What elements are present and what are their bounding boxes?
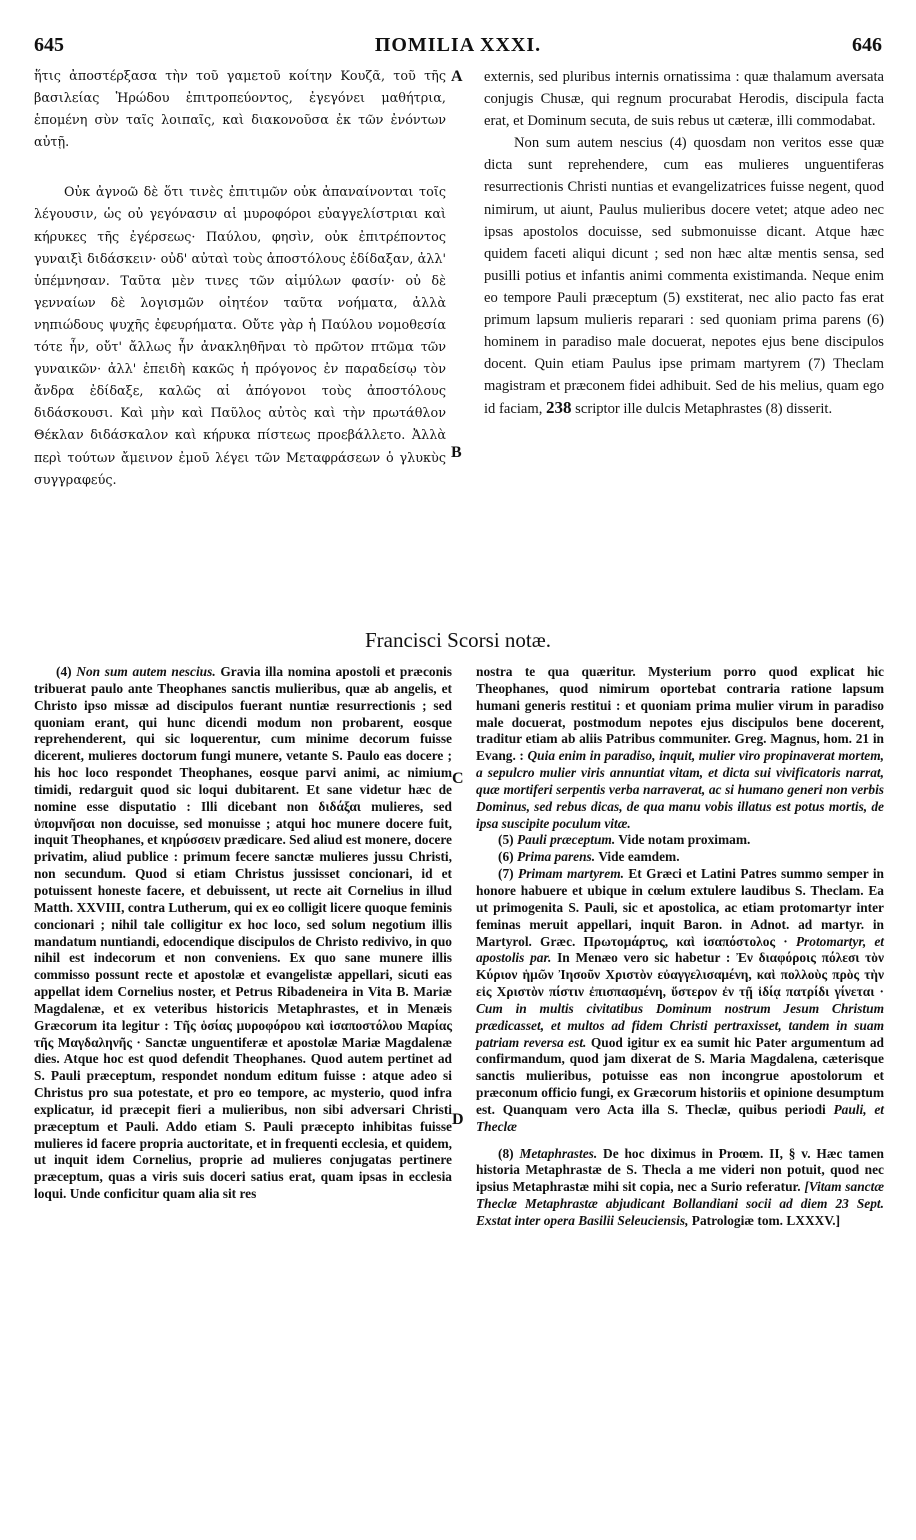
note-8-bracket: [Vitam sanctæ Theclæ Metaphrastæ abjudicant Bollandiani socii ad diem 23 Sept. Exstat inter opera Basilii Seleuciensis, (476, 1179, 884, 1228)
note-6-lemma: Prima parens. (516, 849, 596, 865)
greek-column (34, 66, 446, 492)
note-7-quote-1: Protomartyr, et apostolis par. (476, 933, 884, 966)
note-6-text: Vide eamdem. (598, 849, 680, 865)
note-4 (34, 664, 452, 1203)
running-title: ΠΟΜΙLIA XXXI. (374, 34, 542, 56)
note-7-label: (7) (498, 866, 514, 882)
note-4-continuation (476, 664, 884, 832)
migne-page-number: 238 (546, 398, 572, 418)
latin-paragraph-2 (484, 132, 884, 420)
margin-marker-d: D (452, 1111, 464, 1128)
note-8-text: De hoc diximus in Proœm. II, § v. Hæc tamen historia Metaphrastæ de S. Thecla a me videri non potuit, quod nec ipsius Metaphrastæ mihi sit copia, nec a Surio referatur. (476, 1145, 884, 1195)
note-4-text: Gravia illa nomina apostoli et præconis tribuerat paulo ante Theophanes sanctis mulieribus, quæ ab angelis, et Christo ipso missæ ad discipulos fuerant nuntiæ resurrectionis ; sed quoniam erant, qui hunc dicendi modum non probarent, eosque reprehenderent, qui sic loquerentur, cum minime decorum fuisse dicerent, mulieres doctorum fungi munere, vetante S. Paulo eas docere ; his hoc loco respondet Theophanes, eosque parvi animi, ac nimium timidi, redarguit quod sic loqui dubitarent. Et sane videtur hæc de nomine esse disputatio : Illi dicebant non διδάξαι mulieres, sed ὑπομνῆσαι non docuisse, sed monuisse ; atqui hoc munere docere fuit, inquit Theophanes, et κηρύσσειν prædicare. Sed aliud est monere, docere privatim, aliud publice : primum fecere sanctæ mulieres jussu Christi, non secundum. Quod si etiam Christus jussisset concionari, id et potuissent honeste facere, et debuissent, ut recte ait Cornelius in illud Matth. XXVIII, contra Lutherum, qui ex eo colligit licere quoque feminis concionari ; nihil tale colligitur ex hoc loco, sed solum negotium illis mandatum nuntiandi, edocendique discipulos de Christo redivivo, in quo nihil est indecorum et non conveniens. Ex quo sane munere illis commisso possunt recte et apostolæ et evangelistæ appellari, sicuti eas appellat idem Cornelius noster, et Petrus Ribadeneira in Vita B. Mariæ Magdalenæ, et ex veteribus historicis Metaphrastes, et in Menæis Græcorum ita legitur : Τῆς ὁσίας μυροφόρου καὶ ἰσαποστόλου Μαρίας τῆς Μαγδαληνῆς · Sanctæ unguentiferæ et apostolæ Mariæ Magdalenæ dies. Atque hoc est quod defendit Theophanes. Quod autem pertinet ad S. Pauli præceptum, respondet nondum editum fuisse : atque adeo si Christus pro sua potestate, et pro eo tempore, ac mysterio, quod infra explicatur, id præcepit fieri a mulieribus, non sibi adversari Christi præceptum et Pauli. Addo etiam S. Pauli præcepto inhibitas fuisse mulieres id facere propria auctoritate, et in frequenti ecclesia, et quidem, ut inquit idem Cornelius, proprie ad mulieres conjugatas pertinere præceptum, quas a viris suis doceri satius erat, quam ipsas in ecclesia loqui. Unde conficitur quam alia sit res (34, 664, 452, 1202)
latin-paragraph-1: externis, sed pluribus internis ornatissima : quæ thalamum aversata conjugis Chusæ, qui regnum procurabat Herodis, discipula facta erat, et Dominum secuta, de suis rebus ut cæteræ, illi commodabat. (484, 69, 884, 130)
note-6-label: (6) (498, 849, 514, 865)
greek-paragraph-1: ἥτις ἀποστέρξασα τὴν τοῦ γαμετοῦ κοίτην Κουζᾶ, τοῦ τῆς βασιλείας Ἡρώδου ἐπιτροπεύοντος, ἐγεγόνει μαθήτρια, ἑπομένη σὺν ταῖς λοιπαῖς, καὶ διακονοῦσα ἐκ τῶν ἐνόντων αὐτῇ. (34, 69, 446, 151)
margin-marker-c: C (452, 770, 464, 787)
margin-marker-b: B (451, 444, 462, 461)
note-7-text-3: Quod igitur ex ea sumit hic Pater argumentum ad confirmandum, quod jam dixerat de S. Maria Magdalena, cæterisque sanctis mulieribus, potuisse eas non incongrue apostolorum et præconum officio fungi, ex Græcorum historiis et opinione desumptum est. Quanquam vero Acta illa S. Theclæ, quibus periodi (476, 1034, 884, 1117)
note-5-text: Vide notam proximam. (618, 832, 751, 848)
note-4-quote: Quia enim in paradiso, inquit, mulier viro propinaverat mortem, a sepulcro mulier viris annuntiat vitam, et dicta sui vivificatoris narrat, quæ mortiferi serpentis verba narraverat, ac si humano generi non verbis Dominus, sed rebus dicas, de qua manu vobis illatus est potus mortis, de ipsa suscipite poculum vitæ. (476, 748, 884, 831)
page-number-left: 645 (34, 34, 64, 56)
note-4-label: (4) (56, 664, 72, 679)
note-8-end: Patrologiæ tom. LXXXV.] (691, 1213, 841, 1228)
note-4-lemma: Non sum autem nescius. (76, 664, 216, 679)
note-7-quote-2: Cum in multis civitatibus Dominum nostrum Jesum Christum prædicasset, et multos ad fidem Christi pertraxisset, tandem in suam patriam reversa est. (476, 1000, 884, 1050)
notes-right-column (476, 664, 884, 1230)
note-8-label: (8) (498, 1145, 514, 1161)
note-5-label: (5) (498, 832, 514, 848)
notes-left-column (34, 664, 452, 1203)
margin-marker-a: A (451, 68, 463, 85)
note-5-lemma: Pauli præceptum. (516, 832, 616, 848)
note-4-cont-text: nostra te qua quæritur. Mysterium porro quod explicat hic Theophanes, quod nimirum oportebat contraria ratione lapsum humani generis restitui : et quoniam prima mulier virum in paradiso male docuerat, postmodum nepotes ejus discipulos bene docerent, traditur etiam ab aliis Patribus communiter. Greg. Magnus, hom. 21 in Evang. : (476, 664, 884, 764)
latin-paragraph-2-text: Non sum autem nescius (4) quosdam non veritos esse quæ dicta sunt reprehendere, cum eas mulieres unguentiferas resurrectionis Christi nuntias et evangelizatrices fuisse negent, quod nimirum, ut aiunt, Paulus mulieribus docere vetet; atque adeo nec ipsas apostolos docuisse, sed submonuisse dicant. Atque hæc quidem faceti aliqui dicunt ; sed non hæc altæ mentis sensa, sed pusilli potius et infantis animi commenta existimanda. Neque enim eo tempore Pauli præceptum (5) exstiterat, nec alio pacto fas erat primum lapsum mulieris reparari : sed quoniam prima parens (6) hominem in paradiso male docuerat, nepotes ejus bene discipulos docent. Quin etiam Paulus ipse primam martyrem (7) Theclam magistram et præconem fidei adhibuit. Sed de his melius, quam ego id faciam, (484, 135, 884, 418)
greek-paragraph-2: Οὐκ ἀγνοῶ δὲ ὅτι τινὲς ἐπιτιμῶν οὐκ ἀπαναίνονται τοῖς λέγουσιν, ὡς οὐ γεγόνασιν αἱ μυροφόροι εὐαγγελίστριαι καὶ κήρυκες τῆς ἐγέρσεως· Παύλου, φησὶν, οὐκ ἐπιτρέποντος γυναιξὶ διδάσκειν· οὐδ' αὐταὶ τοὺς ἀποστόλους ἐδίδαξαν, ἀλλ' ὑπέμνησαν. Ταῦτα μὲν τινες τῶν αἱμύλων φασίν· οὐ δὲ γενναίων δὲ λογισμῶν οἰητέον ταῦτα νοήματα, ἀλλὰ νηπιώδους ψυχῆς ἐφευρήματα. Οὔτε γὰρ ἡ Παύλου νομοθεσία τότε ἦν, οὔτ' ἄλλως ἦν ἀνακληθῆναι τὸ πρῶτον πτῶμα τῶν γυναικῶν· ἀλλ' ἐπειδὴ κακῶς ἡ πρόγονος ἐν παραδείσῳ τὸν ἄνδρα ἐδίδαξε, καλῶς αἱ ἀπόγονοι τοὺς ἀποστόλους διδάσκουσι. Καὶ μὴν καὶ Παῦλος αὐτὸς καὶ τὴν πρωτάθλον Θέκλαν διδάσκαλον καὶ κήρυκα πίστεως προεβάλλετο. Ἀλλὰ περὶ τούτων ἄμεινον ἐμοῦ λέγει τῶν Μεταφράσεων ὁ γλυκὺς συγγραφεύς. (34, 185, 446, 488)
latin-paragraph-2-end: scriptor ille dulcis Metaphrastes (8) disserit. (575, 401, 833, 418)
page-number-right: 646 (852, 34, 882, 56)
note-5 (476, 832, 884, 849)
note-7-text-2: In Menæo vero sic habetur : Ἐν διαφόροις πόλεσι τὸν Κύριον ἡμῶν Ἰησοῦν Χριστὸν εὐαγγελισαμένη, καὶ πολλοὺς πρὸς τὴν εἰς Χριστὸν πίστιν ἐπισπασμένη, ὕστερον ἐν τῇ ἰδίᾳ πατρίδι γίνεται · (476, 950, 884, 1000)
note-7 (476, 866, 884, 1136)
note-8-lemma: Metaphrastes. (519, 1145, 598, 1161)
latin-column (484, 66, 884, 421)
notes-title: Francisci Scorsi notæ. (364, 628, 552, 652)
note-7-end: Pauli, et Theclæ (476, 1101, 884, 1134)
note-7-lemma: Primam martyrem. (518, 866, 624, 882)
note-7-text: Et Græci et Latini Patres summo semper in honore habuere et ubique in cœlum extulere laudibus S. Theclam. Ea ut primogenita S. Pauli, sic et apostolica, ac etiam protomartyr inter feminas meruit appellari, inquit Baron. in Adnot. ad martyr. in Martyrol. Græc. Πρωτομάρτυς, καὶ ἰσαπόστολος · (476, 866, 884, 949)
note-8 (476, 1146, 884, 1230)
note-6 (476, 849, 884, 866)
running-header (34, 34, 882, 60)
